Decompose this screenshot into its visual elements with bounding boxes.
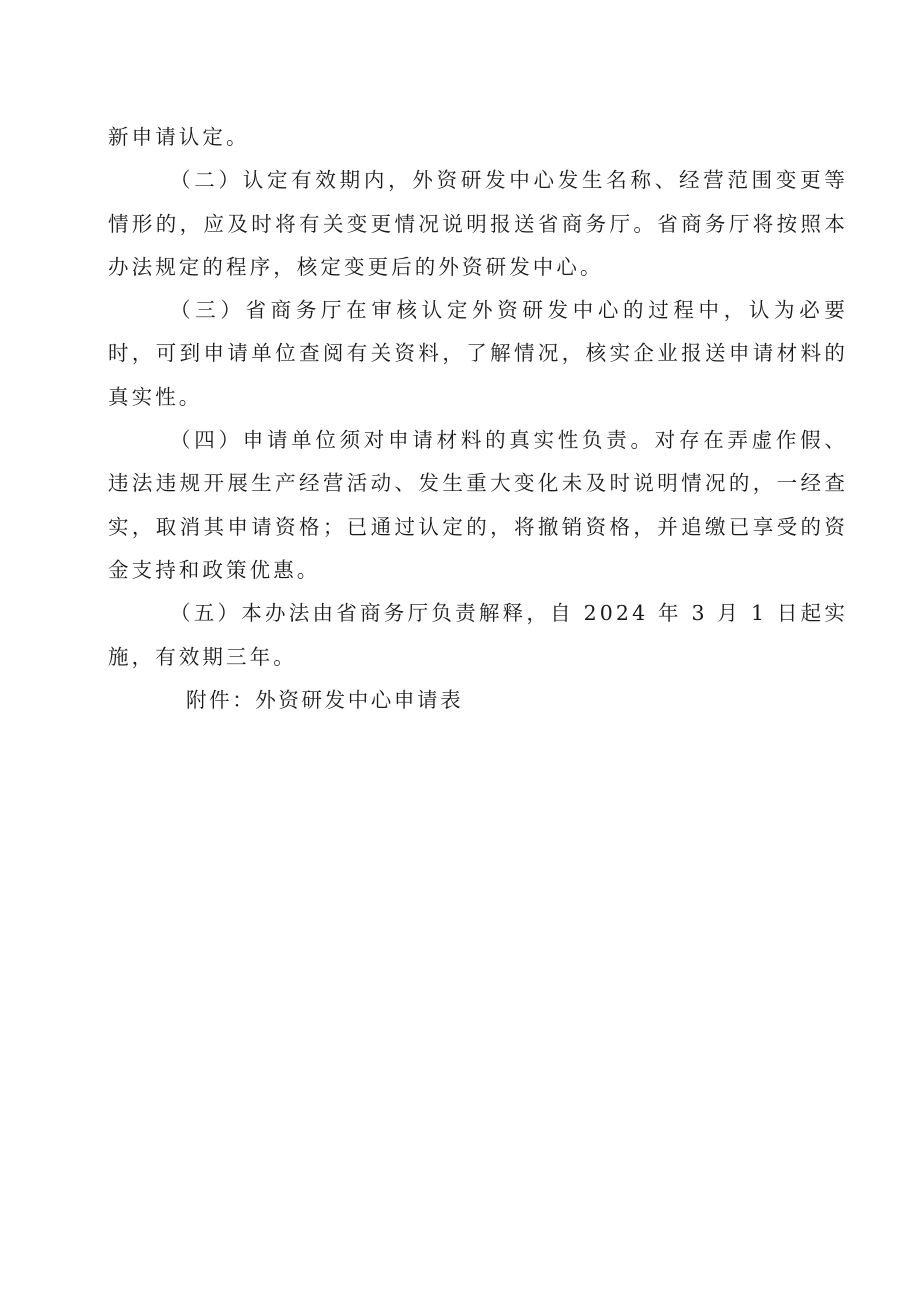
- paragraph-item-2: （二）认定有效期内，外资研发中心发生名称、经营范围变更等情形的，应及时将有关变更情况说明报送省商务厅。省商务厅将按照本办法规定的程序，核定变更后的外资研发中心。: [108, 168, 848, 279]
- attachment-line: 附件：外资研发中心申请表: [186, 687, 464, 712]
- document-body: [108, 116, 848, 722]
- paragraph-item-4: （四）申请单位须对申请材料的真实性负责。对存在弄虚作假、违法违规开展生产经营活动、发生重大变化未及时说明情况的，一经查实，取消其申请资格；已通过认定的，将撤销资格，并追缴已享受的资金支持和政策优惠。: [108, 428, 848, 582]
- paragraph-continuation: 新申请认定。: [108, 125, 250, 149]
- paragraph-item-3: （三）省商务厅在审核认定外资研发中心的过程中，认为必要时，可到申请单位查阅有关资料，了解情况，核实企业报送申请材料的真实性。: [108, 298, 848, 409]
- paragraph-item-5: （五）本办法由省商务厅负责解释，自 2024 年 3 月 1 日起实施，有效期三年。: [108, 601, 848, 669]
